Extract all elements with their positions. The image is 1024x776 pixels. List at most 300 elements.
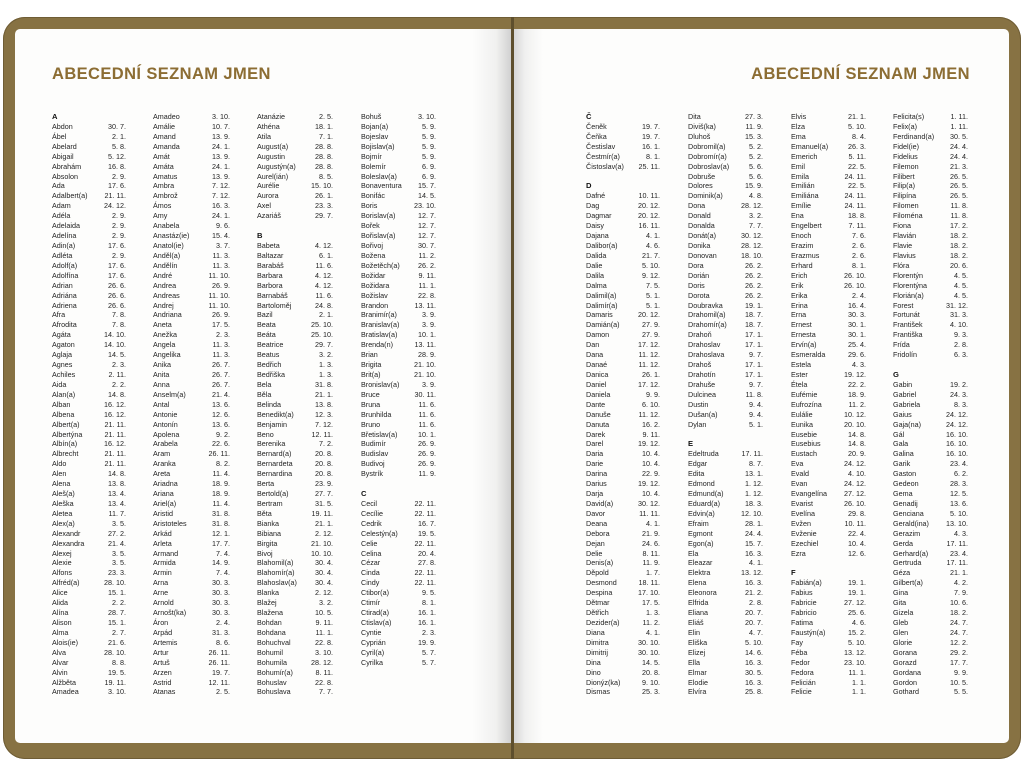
name-text: Abdon xyxy=(52,121,73,131)
name-text: Bazil xyxy=(257,310,273,320)
name-day-date: 7. 5. xyxy=(646,280,660,290)
book-spine xyxy=(511,17,514,759)
name-entry xyxy=(153,152,230,162)
name-text: Gabriel xyxy=(893,389,917,399)
name-entry xyxy=(586,509,660,519)
name-text: Bruno xyxy=(361,419,381,429)
name-day-date: 13. 6. xyxy=(212,419,230,429)
name-entry xyxy=(153,459,230,469)
name-day-date: 11. 10. xyxy=(208,290,230,300)
name-day-date: 25. 10. xyxy=(311,320,333,330)
name-entry xyxy=(791,519,866,529)
name-day-date: 4. 1. xyxy=(646,231,660,241)
name-entry xyxy=(361,380,436,390)
name-text: Despina xyxy=(586,588,613,598)
name-day-date: 19. 7. xyxy=(642,121,660,131)
name-entry xyxy=(791,400,866,410)
name-entry xyxy=(586,221,660,231)
name-day-date: 7. 7. xyxy=(749,221,763,231)
name-text: Filomen xyxy=(893,201,919,211)
name-entry xyxy=(688,410,763,420)
name-day-date: 5. 1. xyxy=(646,300,660,310)
name-text: Gala xyxy=(893,439,909,449)
name-day-date: 1. 7. xyxy=(646,568,660,578)
name-day-date: 10. 5. xyxy=(950,677,968,687)
name-text: Bartoloměj xyxy=(257,300,292,310)
name-entry xyxy=(586,350,660,360)
name-entry xyxy=(791,191,866,201)
name-text: Fabius xyxy=(791,588,813,598)
name-text: Aneta xyxy=(153,320,172,330)
name-entry xyxy=(257,360,333,370)
name-text: Aleš(a) xyxy=(52,489,75,499)
name-text: Damaris xyxy=(586,310,613,320)
name-text: Doubravka xyxy=(688,300,723,310)
name-text: Brenda(n) xyxy=(361,340,393,350)
name-entry xyxy=(688,687,763,697)
name-day-date: 30. 1. xyxy=(848,320,866,330)
name-entry xyxy=(688,132,763,142)
name-entry xyxy=(257,330,333,340)
name-text: Géza xyxy=(893,568,911,578)
name-text: Ctimír xyxy=(361,598,381,608)
name-entry xyxy=(791,241,866,251)
name-day-date: 2. 3. xyxy=(422,627,436,637)
name-entry xyxy=(52,142,126,152)
name-entry xyxy=(586,122,660,132)
name-text: Étela xyxy=(791,379,808,389)
name-text: Antonie xyxy=(153,409,178,419)
name-entry xyxy=(586,479,660,489)
name-text: Čeňka xyxy=(586,131,607,141)
name-text: Aida xyxy=(52,379,67,389)
name-entry xyxy=(688,400,763,410)
name-day-date: 26. 1. xyxy=(642,369,660,379)
name-day-date: 21. 1. xyxy=(315,389,333,399)
name-text: Adelína xyxy=(52,231,77,241)
name-text: Damián(a) xyxy=(586,320,620,330)
name-text: Armida xyxy=(153,558,176,568)
name-text: Evan xyxy=(791,479,808,489)
section-gap xyxy=(893,360,968,370)
name-entry xyxy=(361,439,436,449)
name-text: Erik xyxy=(791,280,804,290)
name-text: Elmar xyxy=(688,667,707,677)
name-text: Adin(a) xyxy=(52,240,76,250)
name-day-date: 2. 11. xyxy=(108,369,126,379)
name-entry xyxy=(688,519,763,529)
name-entry xyxy=(257,648,333,658)
name-entry xyxy=(257,549,333,559)
name-entry xyxy=(586,340,660,350)
name-text: Artur xyxy=(153,647,169,657)
name-text: Bonifác xyxy=(361,191,385,201)
name-entry xyxy=(52,509,126,519)
name-text: Andělín xyxy=(153,260,178,270)
name-day-date: 2. 8. xyxy=(749,598,763,608)
name-day-date: 12. 11. xyxy=(208,677,230,687)
name-entry xyxy=(153,539,230,549)
left-page xyxy=(15,29,512,743)
name-day-date: 19. 11. xyxy=(104,677,126,687)
name-day-date: 3. 10. xyxy=(315,647,333,657)
name-day-date: 4. 12. xyxy=(315,240,333,250)
name-text: Evarist xyxy=(791,498,813,508)
name-entry xyxy=(52,251,126,261)
name-entry xyxy=(688,172,763,182)
name-text: Alois(ie) xyxy=(52,637,78,647)
name-entry xyxy=(586,539,660,549)
name-text: Arkád xyxy=(153,528,172,538)
name-day-date: 4. 1. xyxy=(749,558,763,568)
name-entry xyxy=(52,241,126,251)
name-text: Amy xyxy=(153,211,168,221)
name-day-date: 27. 2. xyxy=(108,528,126,538)
name-entry xyxy=(688,568,763,578)
name-day-date: 21. 10. xyxy=(311,538,333,548)
name-text: Felix(a) xyxy=(893,121,917,131)
name-entry xyxy=(153,201,230,211)
name-day-date: 5. 7. xyxy=(422,657,436,667)
name-entry xyxy=(52,122,126,132)
name-day-date: 7. 7. xyxy=(319,687,333,697)
page-title: ABECEDNÍ SEZNAM JMEN xyxy=(751,65,970,83)
name-text: Gorana xyxy=(893,647,917,657)
name-text: Agaton xyxy=(52,340,75,350)
name-entry xyxy=(893,489,968,499)
name-text: Ena xyxy=(791,211,804,221)
name-entry xyxy=(52,628,126,638)
name-entry xyxy=(361,469,436,479)
name-text: Bela xyxy=(257,379,272,389)
name-day-date: 7. 4. xyxy=(216,568,230,578)
name-text: Fridolín xyxy=(893,350,917,360)
name-day-date: 26. 3. xyxy=(848,141,866,151)
name-entry xyxy=(153,142,230,152)
name-day-date: 11. 10. xyxy=(208,300,230,310)
name-day-date: 24. 3. xyxy=(950,389,968,399)
name-entry xyxy=(153,489,230,499)
name-text: Celie xyxy=(361,538,378,548)
name-day-date: 10. 1. xyxy=(418,330,436,340)
name-entry xyxy=(791,687,866,697)
name-day-date: 5. 6. xyxy=(749,171,763,181)
name-day-date: 24. 12. xyxy=(946,419,968,429)
name-day-date: 19. 7. xyxy=(642,131,660,141)
name-day-date: 16. 11. xyxy=(638,221,660,231)
name-text: Dětmar xyxy=(586,598,610,608)
name-day-date: 24. 6. xyxy=(642,538,660,548)
name-entry xyxy=(893,350,968,360)
name-text: Eliška xyxy=(688,637,708,647)
name-entry xyxy=(52,598,126,608)
name-day-date: 21. 11. xyxy=(104,191,126,201)
name-entry xyxy=(52,191,126,201)
name-day-date: 21. 10. xyxy=(414,369,436,379)
name-day-date: 26. 5. xyxy=(950,171,968,181)
name-day-date: 20. 10. xyxy=(844,419,866,429)
name-entry xyxy=(361,241,436,251)
name-text: Alvin xyxy=(52,667,68,677)
spine-shadow xyxy=(472,29,512,743)
name-entry xyxy=(791,529,866,539)
name-text: Donovan xyxy=(688,250,717,260)
name-day-date: 12. 7. xyxy=(418,211,436,221)
name-day-date: 17. 7. xyxy=(950,657,968,667)
name-entry xyxy=(586,568,660,578)
name-entry xyxy=(361,191,436,201)
name-entry xyxy=(586,469,660,479)
name-entry xyxy=(791,430,866,440)
name-text: Antal xyxy=(153,399,170,409)
name-text: Ctislav(a) xyxy=(361,618,392,628)
name-entry xyxy=(688,479,763,489)
name-entry xyxy=(791,330,866,340)
section-gap xyxy=(688,430,763,440)
name-entry xyxy=(688,509,763,519)
name-entry xyxy=(361,449,436,459)
name-entry xyxy=(52,350,126,360)
name-entry xyxy=(153,658,230,668)
name-entry xyxy=(586,201,660,211)
name-text: Čistoslav(a) xyxy=(586,161,624,171)
name-day-date: 14. 8. xyxy=(108,469,126,479)
name-text: Bronislav(a) xyxy=(361,379,400,389)
name-column xyxy=(153,112,230,697)
name-text: Andrea xyxy=(153,280,177,290)
name-entry xyxy=(791,271,866,281)
name-text: Fedora xyxy=(791,667,814,677)
name-text: Darek xyxy=(586,429,606,439)
name-entry xyxy=(893,479,968,489)
name-text: Ela xyxy=(688,548,699,558)
name-text: Čeněk xyxy=(586,121,607,131)
name-text: Benedikt(a) xyxy=(257,409,294,419)
name-text: Donald xyxy=(688,211,711,221)
name-text: Dismas xyxy=(586,687,610,697)
name-entry xyxy=(586,162,660,172)
name-text: Beatrice xyxy=(257,340,284,350)
name-text: Afrodita xyxy=(52,320,77,330)
name-text: Aleška xyxy=(52,498,74,508)
name-entry xyxy=(361,350,436,360)
name-day-date: 14. 5. xyxy=(418,191,436,201)
name-text: Eleonora xyxy=(688,588,717,598)
name-day-date: 11. 9. xyxy=(418,469,436,479)
name-entry xyxy=(52,132,126,142)
name-entry xyxy=(257,618,333,628)
name-entry xyxy=(586,301,660,311)
name-text: Bohuš xyxy=(361,112,382,121)
name-day-date: 11. 8. xyxy=(950,211,968,221)
name-entry xyxy=(52,390,126,400)
name-text: Ámos xyxy=(153,201,172,211)
name-entry xyxy=(153,181,230,191)
name-day-date: 21. 2. xyxy=(745,588,763,598)
name-text: Adam xyxy=(52,201,71,211)
name-entry xyxy=(688,449,763,459)
name-day-date: 8. 4. xyxy=(852,131,866,141)
name-text: Daniel xyxy=(586,379,607,389)
name-day-date: 10. 4. xyxy=(642,459,660,469)
name-entry xyxy=(52,459,126,469)
name-entry xyxy=(893,568,968,578)
name-day-date: 1. 12. xyxy=(745,479,763,489)
name-entry xyxy=(893,330,968,340)
name-text: Armand xyxy=(153,548,179,558)
name-day-date: 20. 12. xyxy=(638,211,660,221)
name-entry xyxy=(791,162,866,172)
name-day-date: 8. 6. xyxy=(216,637,230,647)
name-entry xyxy=(361,122,436,132)
name-text: Amát xyxy=(153,151,170,161)
name-day-date: 26. 10. xyxy=(844,280,866,290)
name-entry xyxy=(586,390,660,400)
name-entry xyxy=(893,410,968,420)
name-day-date: 9. 5. xyxy=(422,588,436,598)
name-entry xyxy=(257,211,333,221)
name-entry xyxy=(361,340,436,350)
name-day-date: 11. 3. xyxy=(212,350,230,360)
name-entry xyxy=(586,251,660,261)
name-day-date: 4. 12. xyxy=(315,270,333,280)
name-entry xyxy=(257,340,333,350)
name-entry xyxy=(153,271,230,281)
name-text: Belinda xyxy=(257,399,281,409)
name-entry xyxy=(791,310,866,320)
name-text: Azariáš xyxy=(257,211,281,221)
name-day-date: 4. 5. xyxy=(954,270,968,280)
name-entry xyxy=(153,439,230,449)
name-entry xyxy=(153,668,230,678)
name-entry xyxy=(586,410,660,420)
name-text: Arna xyxy=(153,578,169,588)
name-text: Gerazim xyxy=(893,528,921,538)
name-day-date: 25. 11. xyxy=(638,161,660,171)
name-entry xyxy=(586,489,660,499)
name-day-date: 13. 11. xyxy=(414,340,436,350)
name-day-date: 3. 9. xyxy=(422,379,436,389)
name-text: Antonín xyxy=(153,419,178,429)
name-day-date: 5. 10. xyxy=(848,637,866,647)
name-day-date: 6. 9. xyxy=(422,171,436,181)
name-entry xyxy=(153,291,230,301)
name-entry xyxy=(688,350,763,360)
letter-heading: A xyxy=(52,112,58,121)
name-text: Ctirad(a) xyxy=(361,608,389,618)
name-entry xyxy=(893,271,968,281)
name-text: Andriana xyxy=(153,310,182,320)
name-day-date: 14. 5. xyxy=(108,350,126,360)
name-text: Cindy xyxy=(361,578,380,588)
name-day-date: 15. 1. xyxy=(108,588,126,598)
name-entry xyxy=(153,687,230,697)
name-entry xyxy=(893,598,968,608)
name-day-date: 25. 6. xyxy=(848,608,866,618)
name-day-date: 10. 7. xyxy=(212,121,230,131)
name-text: Erazim xyxy=(791,240,814,250)
name-entry xyxy=(893,420,968,430)
name-text: Abigail xyxy=(52,151,74,161)
name-text: Adléta xyxy=(52,250,73,260)
name-day-date: 19. 2. xyxy=(950,379,968,389)
name-day-date: 24. 12. xyxy=(946,409,968,419)
name-day-date: 5. 9. xyxy=(422,121,436,131)
name-day-date: 11. 11. xyxy=(639,508,660,518)
name-day-date: 13. 8. xyxy=(108,479,126,489)
name-day-date: 18. 2. xyxy=(950,231,968,241)
name-text: Andreas xyxy=(153,290,180,300)
name-entry xyxy=(257,132,333,142)
name-day-date: 15. 7. xyxy=(418,181,436,191)
name-day-date: 9. 6. xyxy=(216,221,230,231)
name-entry xyxy=(361,400,436,410)
name-entry xyxy=(257,558,333,568)
name-text: Dalma xyxy=(586,280,607,290)
name-entry xyxy=(893,678,968,688)
name-day-date: 21. 10. xyxy=(414,360,436,370)
name-text: Evangelína xyxy=(791,489,827,499)
name-text: Evžen xyxy=(791,518,811,528)
name-entry xyxy=(153,578,230,588)
name-day-date: 27. 7. xyxy=(315,489,333,499)
name-text: Alfréd(a) xyxy=(52,578,80,588)
name-text: Celestýn(a) xyxy=(361,528,398,538)
name-entry xyxy=(893,152,968,162)
name-day-date: 8. 1. xyxy=(646,151,660,161)
name-text: Arnold xyxy=(153,598,174,608)
name-day-date: 16. 4. xyxy=(848,300,866,310)
name-day-date: 2. 5. xyxy=(319,112,333,121)
name-text: Gothard xyxy=(893,687,919,697)
name-day-date: 18. 11. xyxy=(638,578,660,588)
name-entry xyxy=(791,638,866,648)
name-day-date: 26. 6. xyxy=(108,290,126,300)
name-text: Ctibor(a) xyxy=(361,588,389,598)
name-day-date: 18. 9. xyxy=(848,389,866,399)
name-text: Ezechiel xyxy=(791,538,819,548)
name-day-date: 14. 8. xyxy=(848,439,866,449)
name-text: Atanas xyxy=(153,687,176,697)
name-text: Dobruše xyxy=(688,171,716,181)
name-day-date: 21. 4. xyxy=(108,538,126,548)
name-entry xyxy=(361,152,436,162)
name-day-date: 9. 7. xyxy=(749,379,763,389)
name-day-date: 16. 1. xyxy=(642,141,660,151)
name-text: Drahoslav xyxy=(688,340,721,350)
name-day-date: 13. 6. xyxy=(212,399,230,409)
name-day-date: 22. 11. xyxy=(414,578,436,588)
name-entry xyxy=(791,588,866,598)
page-title: ABECEDNÍ SEZNAM JMEN xyxy=(52,65,271,83)
name-text: Brian xyxy=(361,350,378,360)
name-entry xyxy=(361,162,436,172)
name-day-date: 11. 1. xyxy=(315,627,333,637)
name-text: Ariel(a) xyxy=(153,498,177,508)
name-day-date: 16. 12. xyxy=(104,409,126,419)
name-day-date: 12. 7. xyxy=(418,221,436,231)
name-entry xyxy=(586,430,660,440)
name-day-date: 30. 7. xyxy=(108,121,126,131)
name-day-date: 7. 4. xyxy=(216,548,230,558)
name-day-date: 5. 9. xyxy=(422,151,436,161)
name-entry xyxy=(893,449,968,459)
name-entry xyxy=(586,370,660,380)
name-day-date: 2. 12. xyxy=(315,528,333,538)
name-day-date: 22. 11. xyxy=(414,568,436,578)
name-day-date: 27. 12. xyxy=(844,489,866,499)
name-entry xyxy=(893,588,968,598)
